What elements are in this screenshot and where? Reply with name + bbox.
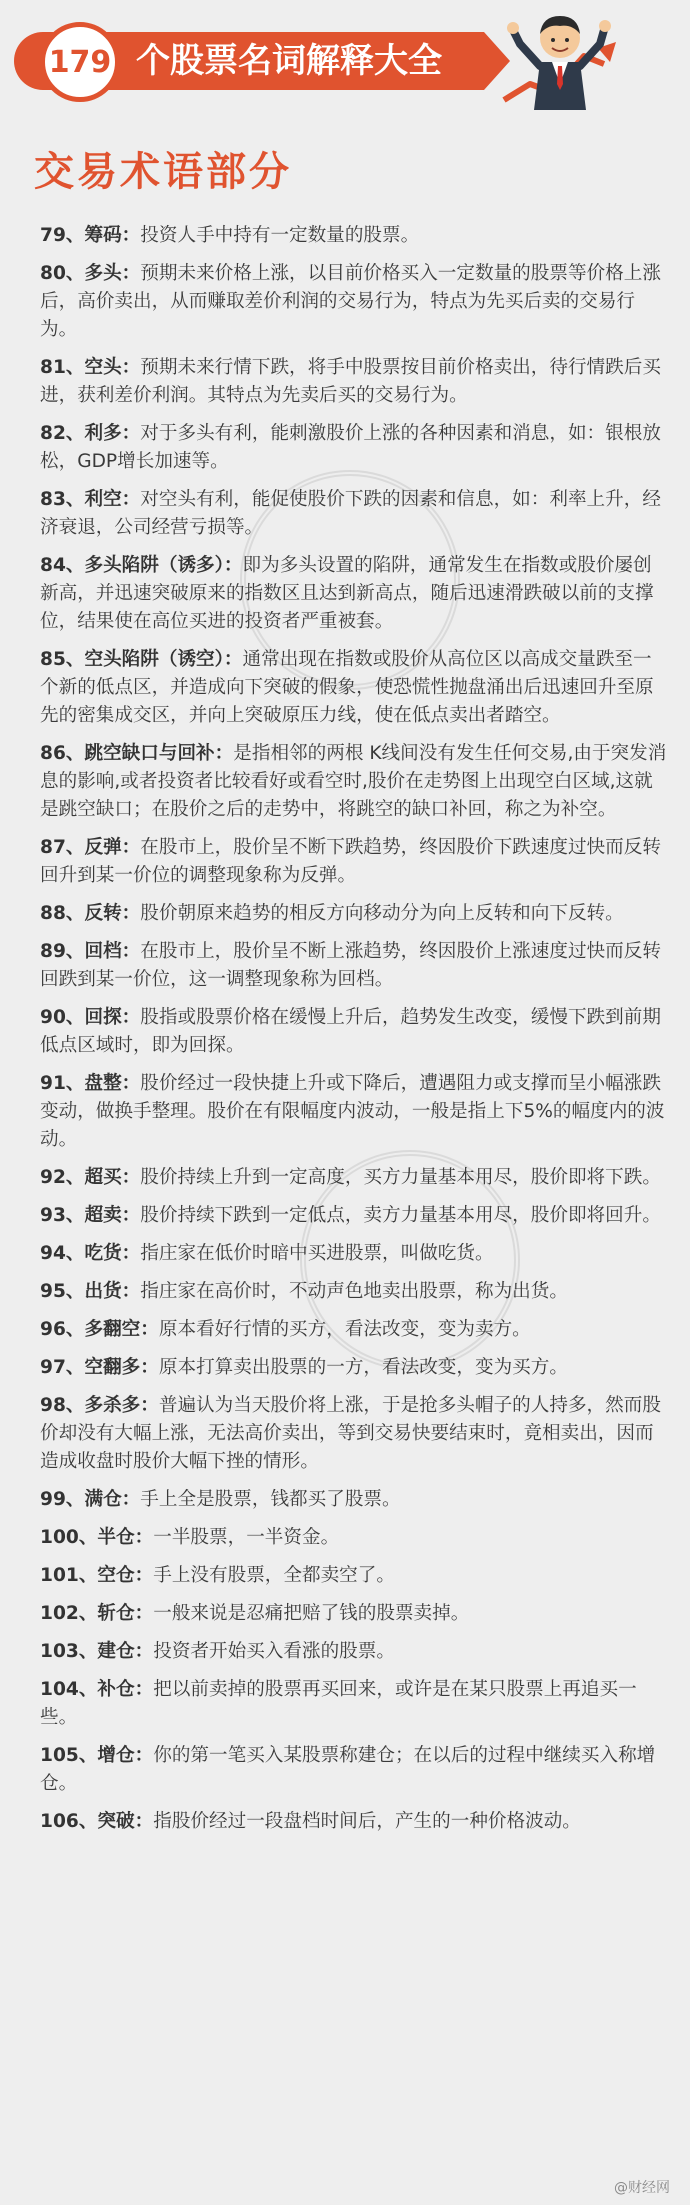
- term-name: 93、超卖: [40, 1205, 122, 1226]
- header-banner: [0, 0, 690, 118]
- term-separator: ：: [140, 1395, 159, 1416]
- term-entry: [40, 1004, 670, 1060]
- term-definition: 在股市上，股价呈不断下跌趋势，终因股价下跌速度过快而反转回升到某一价位的调整现象称为反弹。: [40, 837, 661, 886]
- term-separator: ：: [140, 1319, 159, 1340]
- count-badge: 179: [40, 22, 120, 102]
- term-name: 100、半仓: [40, 1527, 135, 1548]
- term-separator: ：: [134, 1603, 154, 1624]
- term-separator: ：: [223, 649, 243, 670]
- term-separator: ：: [121, 423, 141, 444]
- term-definition: 普遍认为当天股价将上涨，于是抢多头帽子的人持多，然而股价却没有大幅上涨，无法高价卖出，等到交易快要结束时，竟相卖出，因而造成收盘时股价大幅下挫的情形。: [40, 1395, 661, 1472]
- term-definition: 投资者开始买入看涨的股票。: [153, 1641, 395, 1662]
- term-entry: [40, 1164, 670, 1192]
- term-definition: 指股价经过一段盘档时间后，产生的一种价格波动。: [153, 1811, 581, 1832]
- term-separator: ：: [223, 555, 243, 576]
- term-entry: [40, 1524, 670, 1552]
- term-separator: ：: [140, 1357, 159, 1378]
- term-entry: [40, 354, 670, 410]
- term-name: 97、空翻多: [40, 1357, 141, 1378]
- term-separator: ：: [134, 1745, 154, 1766]
- term-entry: [40, 646, 670, 730]
- term-name: 89、回档: [40, 941, 122, 962]
- term-definition: 对于多头有利，能刺激股价上涨的各种因素和消息，如：银根放松，GDP增长加速等。: [40, 423, 661, 472]
- term-name: 103、建仓: [40, 1641, 135, 1662]
- term-separator: ：: [121, 489, 141, 510]
- term-name: 96、多翻空: [40, 1319, 141, 1340]
- term-separator: ：: [134, 1565, 154, 1586]
- term-entry: [40, 1486, 670, 1514]
- term-definition: 把以前卖掉的股票再买回来，或许是在某只股票上再追买一些。: [40, 1679, 637, 1728]
- term-name: 99、满仓: [40, 1489, 122, 1510]
- term-definition: 是指相邻的两根 K线间没有发生任何交易,由于突发消息的影响,或者投资者比较看好或看空时,股价在走势图上出现空白区域,这就是跳空缺口；在股价之后的走势中，将跳空的缺口补回，称之为补空。: [40, 743, 667, 820]
- term-separator: ：: [134, 1679, 154, 1700]
- term-entry: [40, 1202, 670, 1230]
- term-separator: ：: [121, 1281, 141, 1302]
- term-separator: ：: [121, 1489, 141, 1510]
- term-definition: 对空头有利，能促使股价下跌的因素和信息，如：利率上升，经济衰退，公司经营亏损等。: [40, 489, 661, 538]
- term-entry: [40, 1070, 670, 1154]
- term-entry: [40, 420, 670, 476]
- term-entry: [40, 1354, 670, 1382]
- term-name: 91、盘整: [40, 1073, 122, 1094]
- term-separator: ：: [134, 1811, 154, 1832]
- term-name: 90、回探: [40, 1007, 122, 1028]
- term-definition: 股指或股票价格在缓慢上升后，趋势发生改变，缓慢下跌到前期低点区域时，即为回探。: [40, 1007, 661, 1056]
- term-entry: [40, 1638, 670, 1666]
- term-separator: ：: [121, 225, 141, 246]
- term-name: 102、斩仓: [40, 1603, 135, 1624]
- term-name: 94、吃货: [40, 1243, 122, 1264]
- term-definition: 指庄家在高价时，不动声色地卖出股票，称为出货。: [140, 1281, 568, 1302]
- term-entry: [40, 222, 670, 250]
- term-separator: ：: [121, 1205, 141, 1226]
- term-separator: ：: [121, 1007, 141, 1028]
- term-definition: 股价朝原来趋势的相反方向移动分为向上反转和向下反转。: [140, 903, 624, 924]
- term-separator: ：: [121, 263, 141, 284]
- term-definition: 在股市上，股价呈不断上涨趋势，终因股价上涨速度过快而反转回跌到某一价位，这一调整现象称为回档。: [40, 941, 661, 990]
- term-entry: [40, 938, 670, 994]
- term-separator: ：: [121, 1243, 141, 1264]
- term-definition: 通常出现在指数或股价从高位区以高成交量跌至一个新的低点区，并造成向下突破的假象，使恐慌性抛盘涌出后迅速回升至原先的密集成交区，并向上突破原压力线，使在低点卖出者踏空。: [40, 649, 654, 726]
- term-separator: ：: [134, 1641, 154, 1662]
- term-definition: 你的第一笔买入某股票称建仓；在以后的过程中继续买入称增仓。: [40, 1745, 656, 1794]
- term-separator: ：: [121, 837, 141, 858]
- term-name: 104、补仓: [40, 1679, 135, 1700]
- term-name: 92、超买: [40, 1167, 122, 1188]
- term-separator: ：: [121, 1073, 141, 1094]
- term-entry: [40, 552, 670, 636]
- banner-title: 个股票名词解释大全: [136, 41, 442, 81]
- term-name: 106、突破: [40, 1811, 135, 1832]
- term-definition: 一般来说是忍痛把赔了钱的股票卖掉。: [153, 1603, 470, 1624]
- term-separator: ：: [121, 903, 141, 924]
- weibo-watermark: @财经网: [614, 2180, 670, 2196]
- term-entry: [40, 1742, 670, 1798]
- term-entry: [40, 1240, 670, 1268]
- term-separator: ：: [121, 357, 141, 378]
- term-separator: ：: [121, 941, 141, 962]
- term-entry: [40, 260, 670, 344]
- term-entry: [40, 1676, 670, 1732]
- term-entry: [40, 1808, 670, 1836]
- term-name: 86、跳空缺口与回补: [40, 743, 215, 764]
- term-name: 101、空仓: [40, 1565, 135, 1586]
- term-name: 87、反弹: [40, 837, 122, 858]
- term-name: 85、空头陷阱（诱空）: [40, 649, 224, 670]
- term-definition: 原本打算卖出股票的一方，看法改变，变为买方。: [158, 1357, 568, 1378]
- term-separator: ：: [214, 743, 234, 764]
- term-definition: 投资人手中持有一定数量的股票。: [140, 225, 420, 246]
- term-name: 98、多杀多: [40, 1395, 141, 1416]
- term-name: 95、出货: [40, 1281, 122, 1302]
- term-name: 105、增仓: [40, 1745, 135, 1766]
- term-entry: [40, 1600, 670, 1628]
- term-definition: 预期未来价格上涨，以目前价格买入一定数量的股票等价格上涨后，高价卖出，从而赚取差价利润的交易行为，特点为先买后卖的交易行为。: [40, 263, 661, 340]
- term-entry: [40, 486, 670, 542]
- businessman-mascot-icon: [500, 4, 620, 116]
- term-definition: 手上没有股票，全都卖空了。: [153, 1565, 395, 1586]
- term-definition: 即为多头设置的陷阱，通常发生在指数或股价屡创新高，并迅速突破原来的指数区且达到新高点，随后迅速滑跌破以前的支撑位，结果使在高位买进的投资者严重被套。: [40, 555, 654, 632]
- term-entry: [40, 1392, 670, 1476]
- term-definition: 手上全是股票，钱都买了股票。: [140, 1489, 401, 1510]
- term-name: 79、筹码: [40, 225, 122, 246]
- term-entry: [40, 1316, 670, 1344]
- section-title: 交易术语部分: [34, 149, 292, 195]
- term-entry: [40, 740, 670, 824]
- term-definition: 股价持续上升到一定高度，买方力量基本用尽，股价即将下跌。: [140, 1167, 661, 1188]
- term-list: [40, 222, 670, 1846]
- term-name: 81、空头: [40, 357, 122, 378]
- term-definition: 指庄家在低价时暗中买进股票，叫做吃货。: [140, 1243, 494, 1264]
- term-separator: ：: [134, 1527, 154, 1548]
- term-definition: 原本看好行情的买方，看法改变，变为卖方。: [158, 1319, 531, 1340]
- term-definition: 一半股票，一半资金。: [153, 1527, 340, 1548]
- term-entry: [40, 1278, 670, 1306]
- term-name: 84、多头陷阱（诱多）: [40, 555, 224, 576]
- term-entry: [40, 1562, 670, 1590]
- term-definition: 股价经过一段快捷上升或下降后，遭遇阻力或支撑而呈小幅涨跌变动，做换手整理。股价在有限幅度内波动，一般是指上下5%的幅度内的波动。: [40, 1073, 665, 1150]
- term-definition: 预期未来行情下跌，将手中股票按目前价格卖出，待行情跌后买进，获利差价利润。其特点为先卖后买的交易行为。: [40, 357, 661, 406]
- term-separator: ：: [121, 1167, 141, 1188]
- term-name: 80、多头: [40, 263, 122, 284]
- term-entry: [40, 900, 670, 928]
- term-definition: 股价持续下跌到一定低点，卖方力量基本用尽，股价即将回升。: [140, 1205, 661, 1226]
- term-name: 82、利多: [40, 423, 122, 444]
- term-name: 88、反转: [40, 903, 122, 924]
- term-name: 83、利空: [40, 489, 122, 510]
- term-entry: [40, 834, 670, 890]
